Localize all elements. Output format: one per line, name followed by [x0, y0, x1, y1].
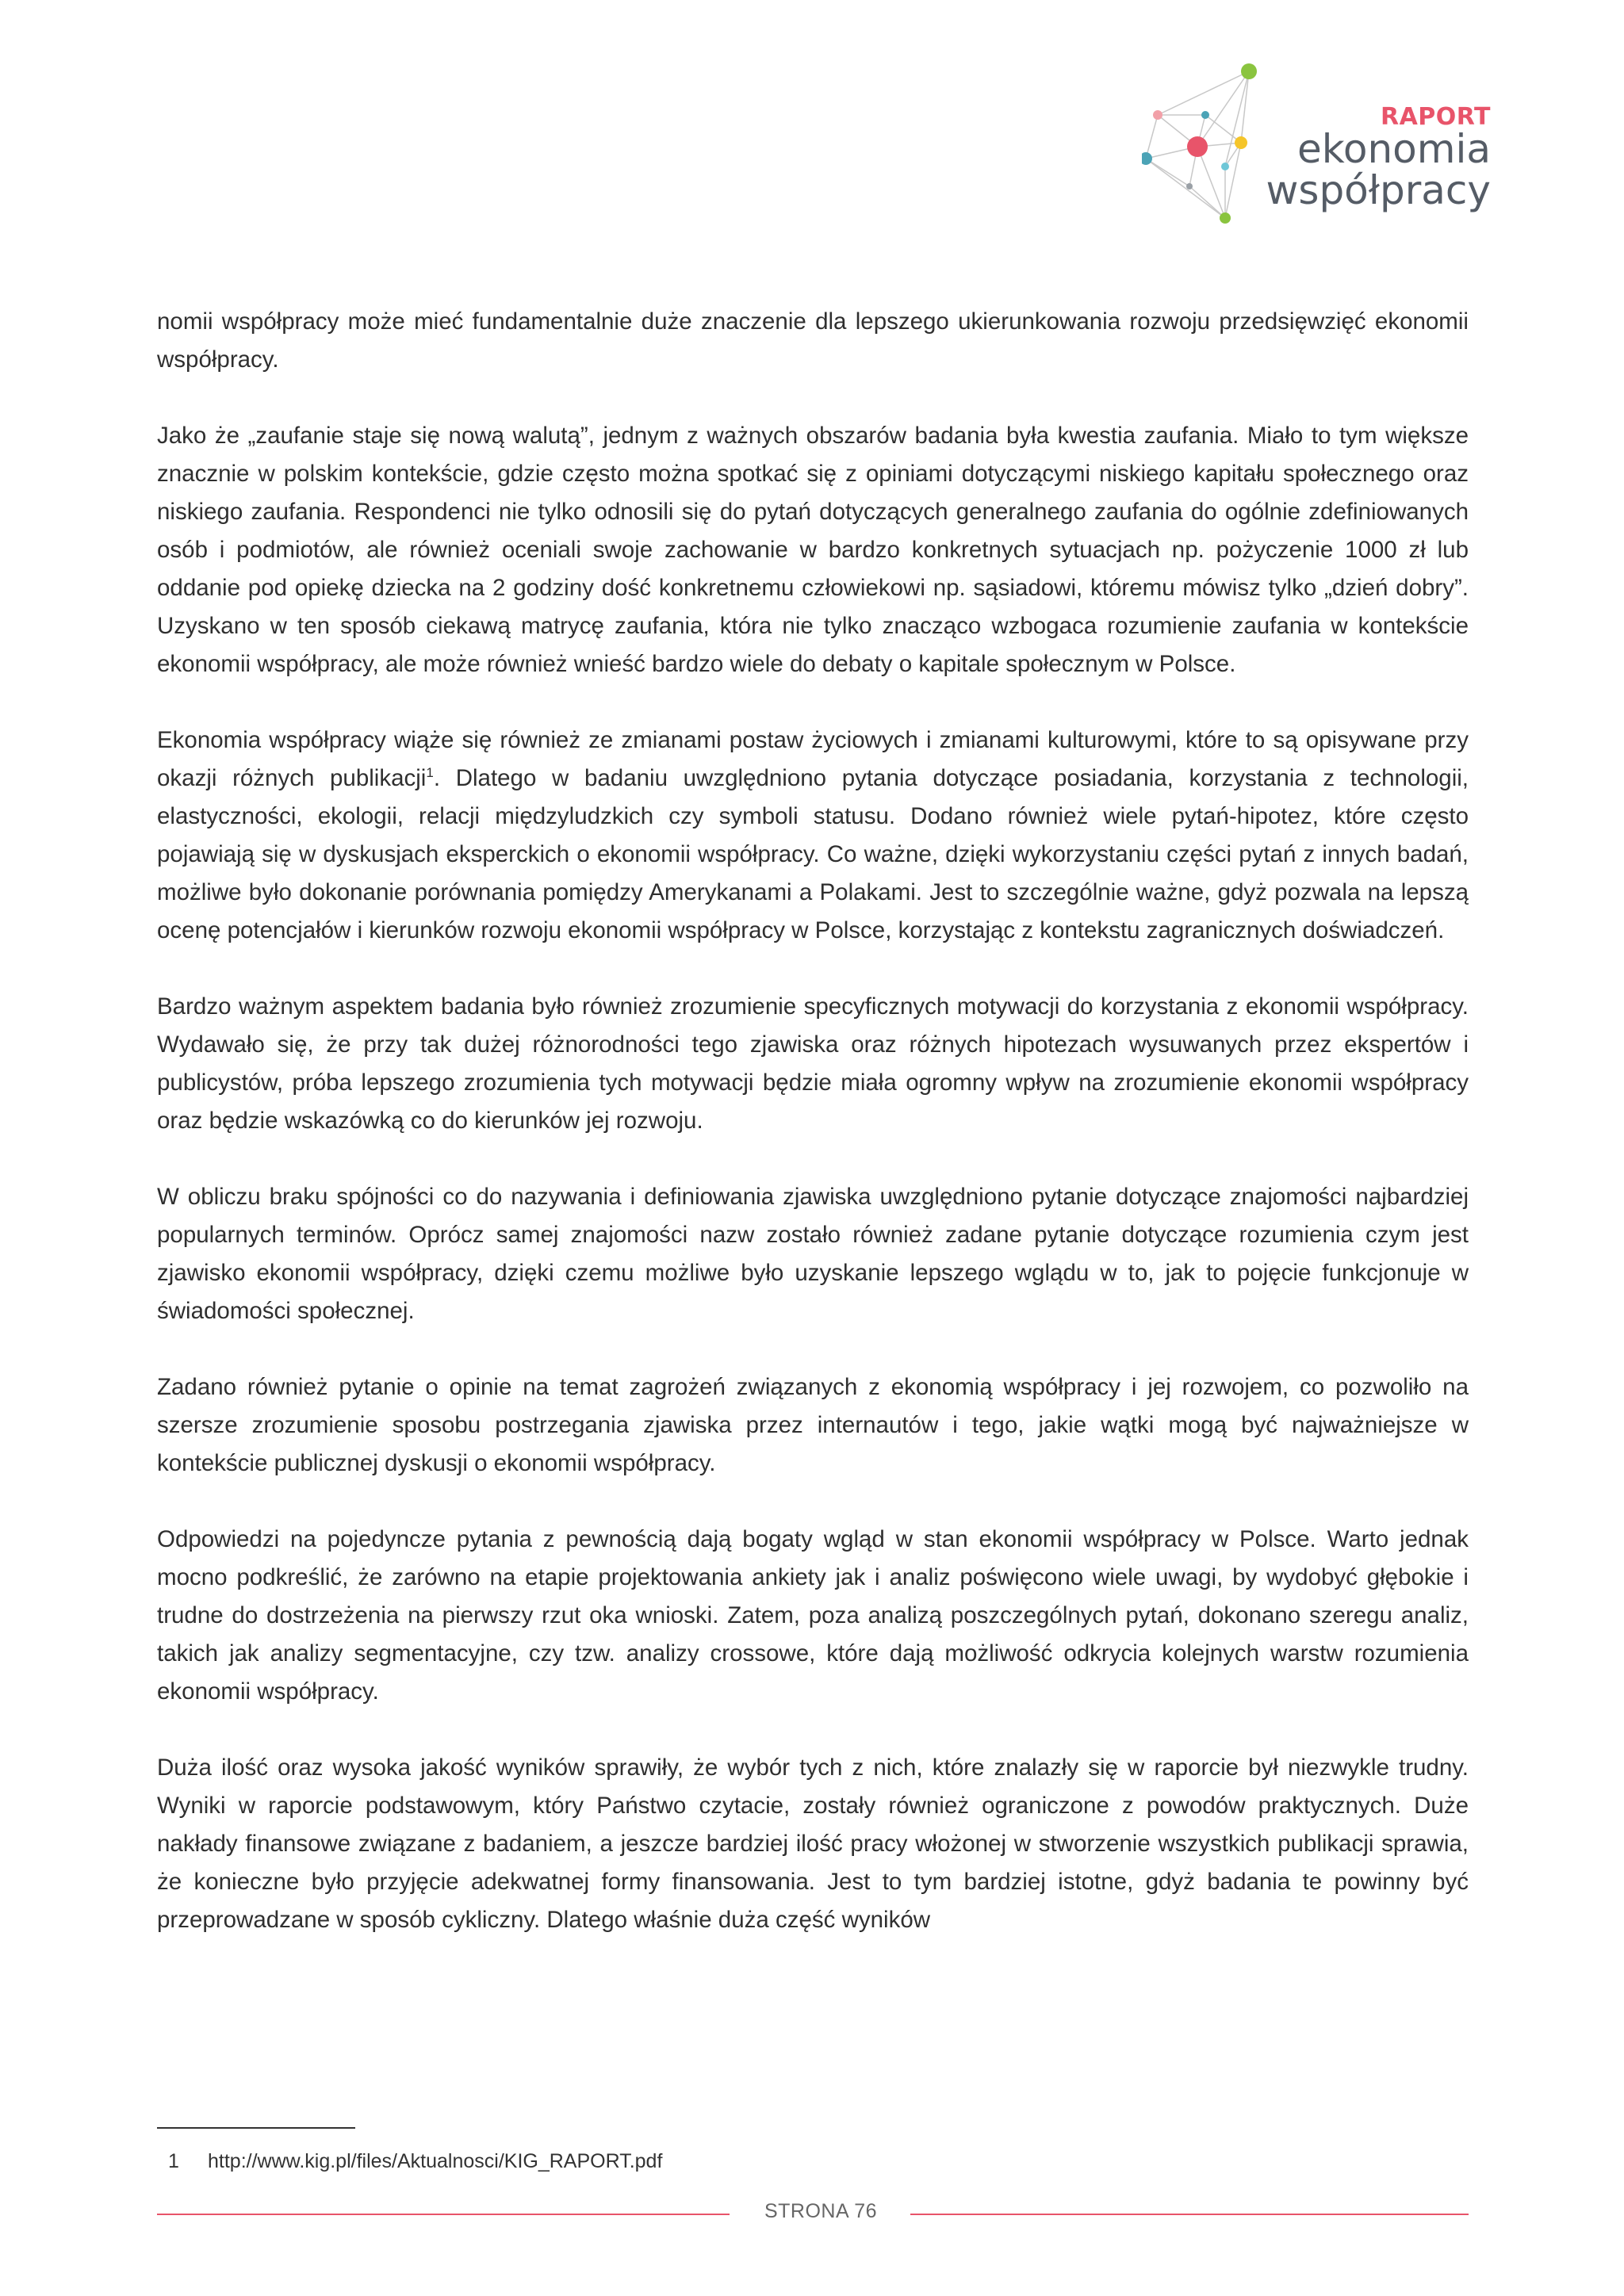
paragraph-7: Odpowiedzi na pojedyncze pytania z pewnością dają bogaty wgląd w stan ekonomii współpracy w Polsce. Warto jednak mocno podkreślić, że zarówno na etapie projektowania ankiety jak i analiz poświęcono wiele uwagi, by wydobyć głębokie i trudne do dostrzeżenia na pierwszy rzut oka wnioski. Zatem, poza analizą poszczególnych pytań, dokonano szeregu analiz, takich jak analizy segmentacyjne, czy tzw. analizy crossowe, które dają możliwość odkrycia kolejnych warstw rozumienia ekonomii współpracy. — [157, 1526, 1469, 1705]
body-text — [157, 303, 1469, 1977]
paragraph-3 — [157, 721, 1469, 950]
logo-raport-label: RAPORT — [1380, 103, 1491, 131]
paragraph-8: Duża ilość oraz wysoka jakość wyników sprawiły, że wybór tych z nich, które znalazły się w raporcie był niezwykle trudny. Wyniki w raporcie podstawowym, który Państwo czytacie, zostały również ograniczone z powodów praktycznych. Duże nakłady finansowe związane z badaniem, a jeszcze bardziej ilość pracy włożonej w stworzenie wszystkich publikacji sprawia, że konieczne było przyjęcie adekwatnej formy finansowania. Jest to tym bardziej istotne, gdyż badania te powinny być przeprowadzane w sposób cykliczny. Dlatego właśnie duża część wyników — [157, 1755, 1469, 1933]
logo-title-line2: współpracy — [1266, 167, 1491, 213]
paragraph-3-text-a: Ekonomia współpracy wiąże się również ze zmianami postaw życiowych i zmianami kulturowymi, które to są opisywane przy okazji różnych publikacji — [157, 727, 1469, 791]
footnote-link[interactable]: http://www.kig.pl/files/Aktualnosci/KIG_RAPORT.pdf — [208, 2150, 663, 2172]
footer-rule-right — [910, 2214, 1469, 2215]
footnote — [168, 2150, 662, 2173]
footnote-ref[interactable]: 1 — [426, 765, 434, 781]
logo-title-line1: ekonomia — [1297, 126, 1491, 172]
footer-rule-left — [157, 2214, 730, 2215]
paragraph-2: Jako że „zaufanie staje się nową walutą”, jednym z ważnych obszarów badania była kwestia zaufania. Miało to tym większe znacznie w polskim kontekście, gdzie często można spotkać się z opiniami dotyczącymi niskiego kapitału społecznego oraz niskiego zaufania. Respondenci nie tylko odnosili się do pytań dotyczących generalnego zaufania do ogólnie zdefiniowanych osób i podmiotów, ale również oceniali swoje zachowanie w bardzo konkretnych sytuacjach np. pożyczenie 1000 zł lub oddanie pod opiekę dziecka na 2 godziny dość konkretnemu człowiekowi np. sąsiadowi, któremu mówisz tylko „dzień dobry”. Uzyskano w ten sposób ciekawą matrycę zaufania, która nie tylko znacząco wzbogaca rozumienie zaufania w kontekście ekonomii współpracy, ale może również wnieść bardzo wiele do debaty o kapitale społecznym w Polsce. — [157, 423, 1469, 677]
paragraph-3-text-b: . Dlatego w badaniu uwzględniono pytania dotyczące posiadania, korzystania z technologii, elastyczności, ekologii, relacji międzyludzkich czy symboli statusu. Dodano również wiele pytań-hipotez, które często pojawiają się w dyskusjach eksperckich o ekonomii współpracy. Co ważne, dzięki wykorzystaniu części pytań z innych badań, możliwe było dokonanie porównania pomiędzy Amerykanami a Polakami. Jest to szczególnie ważne, gdyż pozwala na lepszą ocenę potencjałów i kierunków rozwoju ekonomii współpracy w Polsce, korzystając z kontekstu zagranicznych doświadczeń. — [157, 765, 1469, 943]
report-logo — [1142, 55, 1491, 238]
paragraph-6: Zadano również pytanie o opinie na temat zagrożeń związanych z ekonomią współpracy i jej rozwojem, co pozwoliło na szersze zrozumienie sposobu postrzegania zjawiska przez internautów i tego, jakie wątki mogą być najważniejsze w kontekście publicznej dyskusji o ekonomii współpracy. — [157, 1374, 1469, 1476]
footnote-divider — [157, 2127, 355, 2129]
paragraph-1: nomii współpracy może mieć fundamentalnie duże znaczenie dla lepszego ukierunkowania rozwoju przedsięwzięć ekonomii współpracy. — [157, 308, 1469, 373]
paragraph-5: W obliczu braku spójności co do nazywania i definiowania zjawiska uwzględniono pytanie dotyczące znajomości najbardziej popularnych terminów. Oprócz samej znajomości nazw zostało również zadane pytanie dotyczące rozumienia czym jest zjawisko ekonomii współpracy, dzięki czemu możliwe było uzyskanie lepszego wglądu w to, jak to pojęcie funkcjonuje w świadomości społecznej. — [157, 1184, 1469, 1324]
paragraph-4: Bardzo ważnym aspektem badania było również zrozumienie specyficznych motywacji do korzystania z ekonomii współpracy. Wydawało się, że przy tak dużej różnorodności tego zjawiska oraz różnych hipotezach wysuwanych przez ekspertów i publicystów, próba lepszego zrozumienia tych motywacji będzie miała ogromny wpływ na zrozumienie ekonomii współpracy oraz będzie wskazówką co do kierunków jej rozwoju. — [157, 993, 1469, 1134]
footnote-number: 1 — [168, 2150, 179, 2172]
page-number: STRONA 76 — [764, 2200, 878, 2222]
